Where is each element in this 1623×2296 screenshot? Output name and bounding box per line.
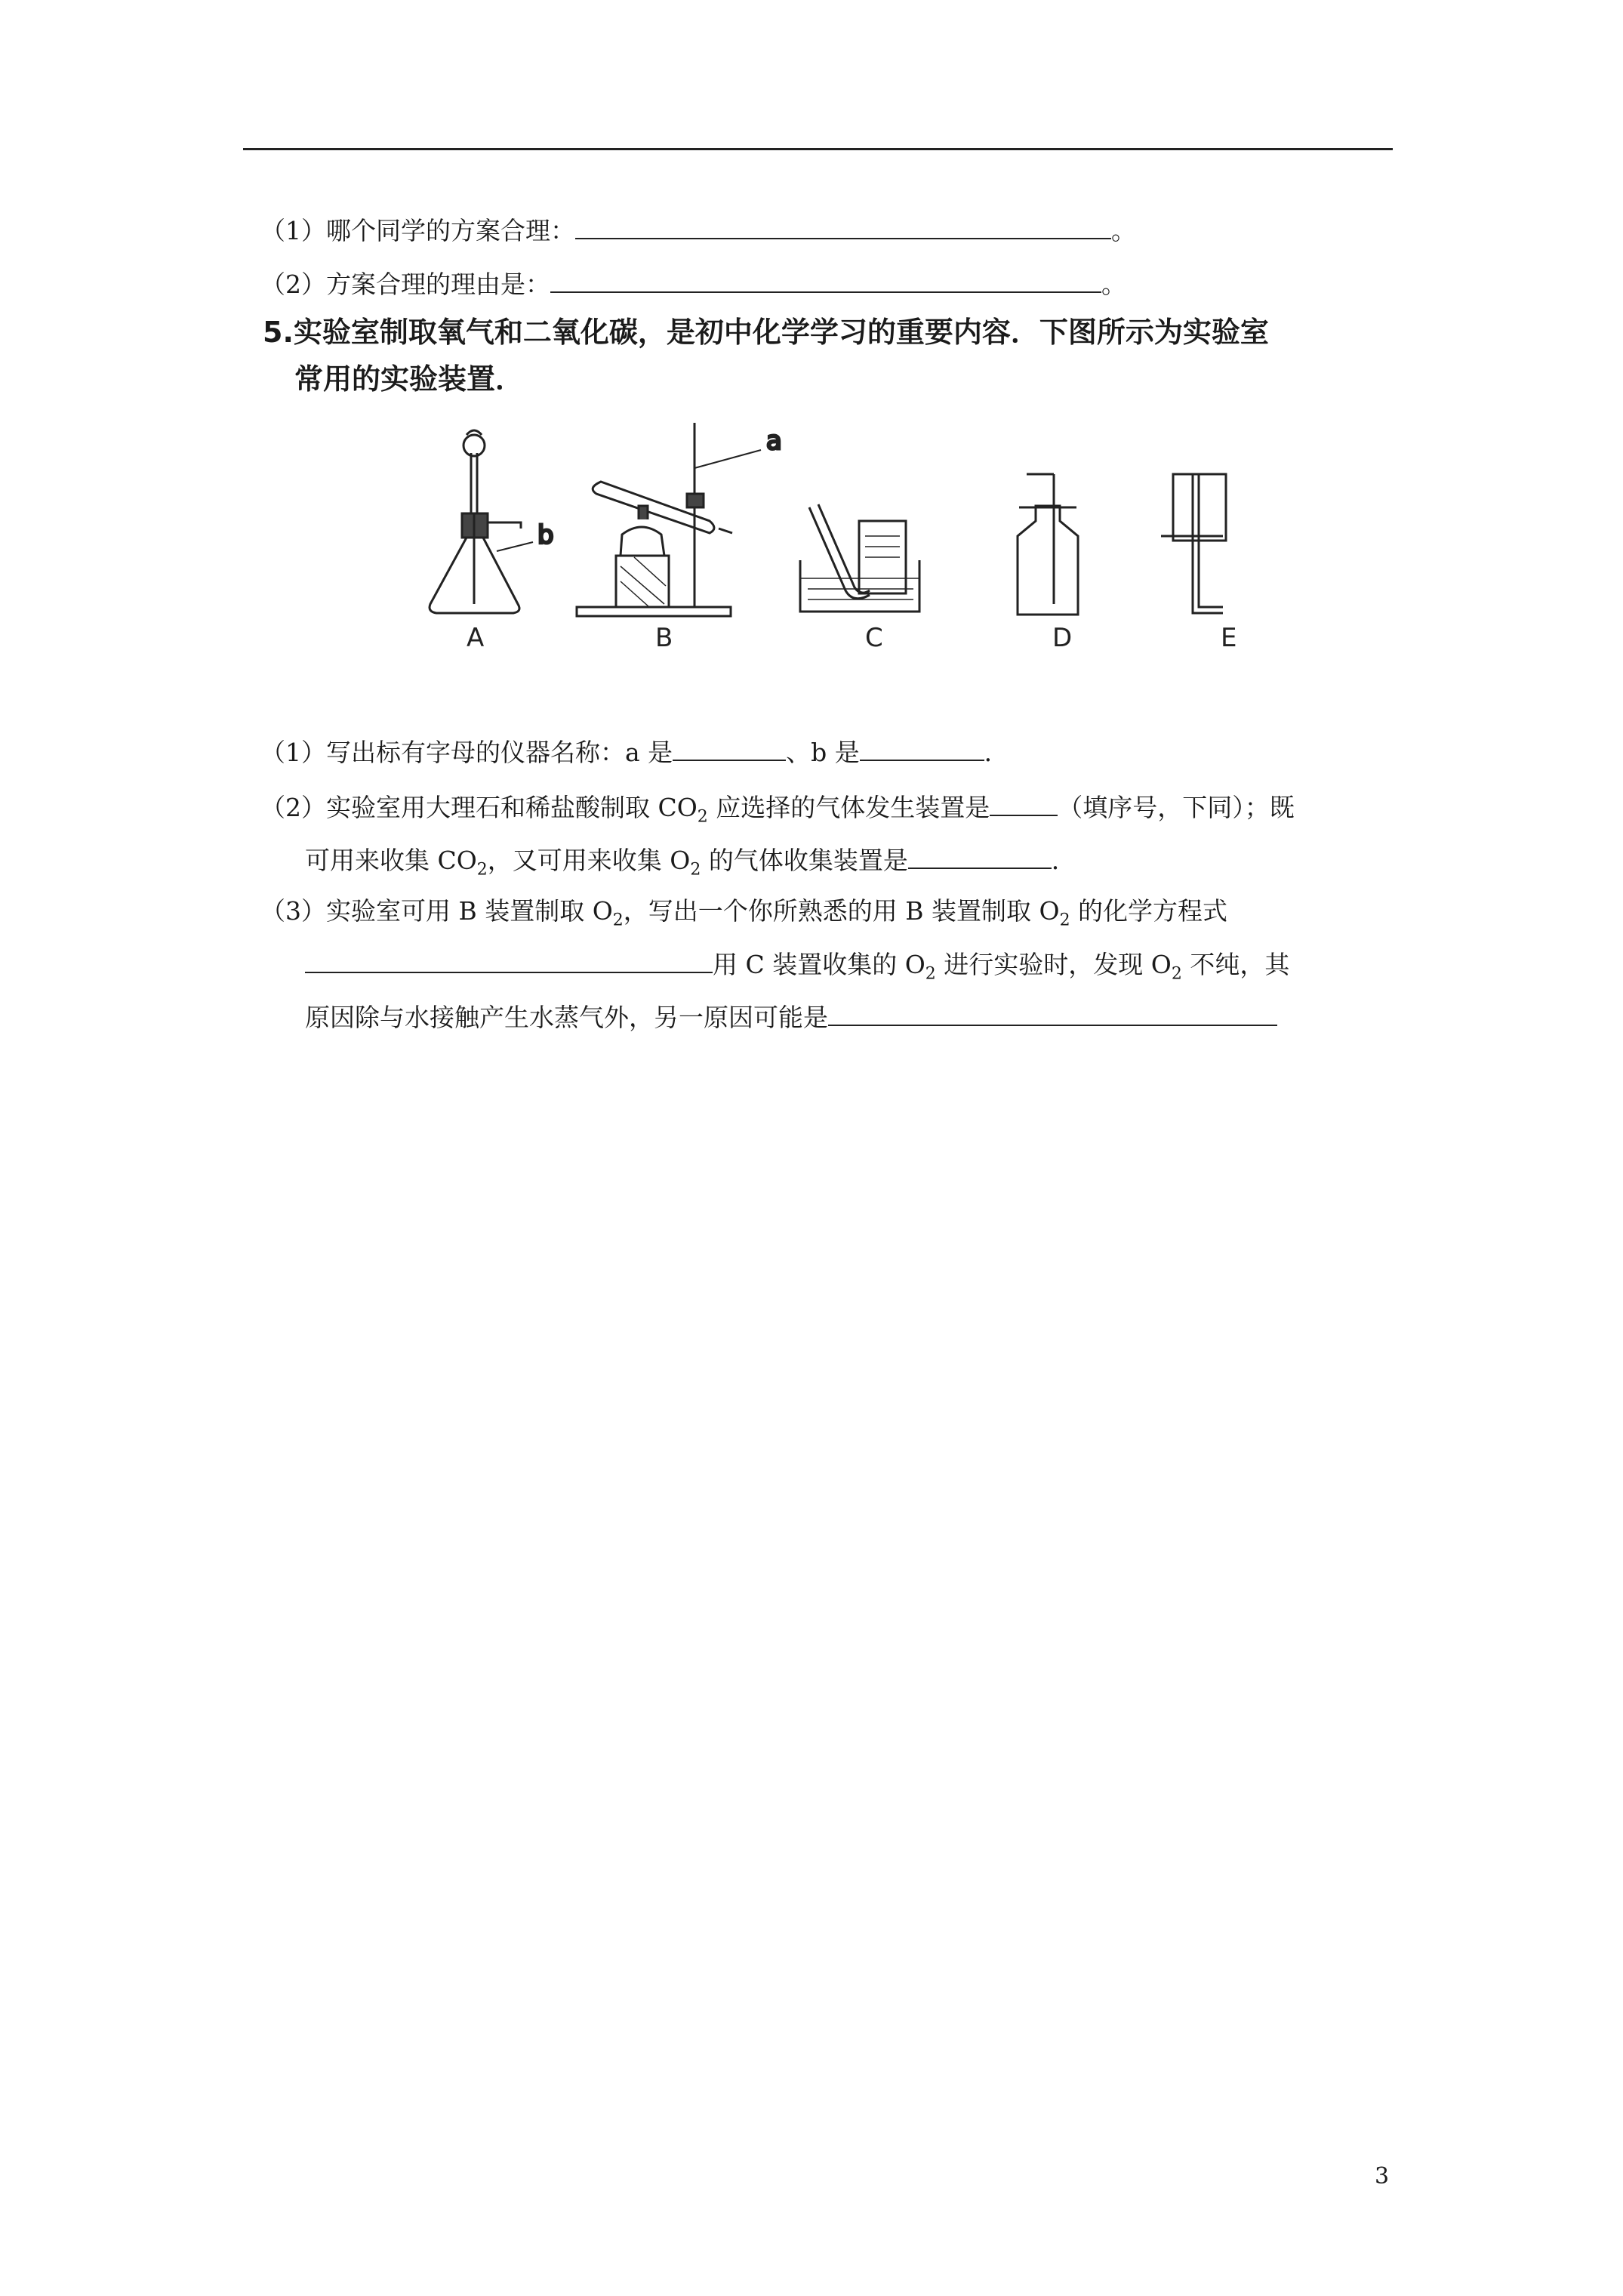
apparatus-label-d: D	[1052, 623, 1073, 649]
apparatus-figure	[423, 423, 1261, 649]
answer-blank[interactable]	[550, 269, 1101, 293]
header-rule	[243, 148, 1393, 150]
apparatus-label-b: B	[655, 623, 673, 649]
apparatus-d-gas-bottle	[1018, 474, 1078, 615]
q5-item-3-line-2: 用 C 装置收集的 $O_2$ 进行实验时，发现 $O_2$ 不纯，其	[305, 948, 1289, 991]
page-number: 3	[1375, 2163, 1390, 2190]
answer-blank[interactable]	[673, 737, 786, 761]
q4-item-1: （1）哪个同学的方案合理： 。	[260, 216, 1136, 245]
apparatus-label-c: C	[865, 623, 883, 649]
apparatus-b-heating-setup	[577, 423, 761, 616]
answer-blank[interactable]	[828, 1002, 1277, 1026]
q5-title-line-2: 常用的实验装置．	[294, 362, 525, 396]
q5-item-2-line-2: 可用来收集 $CO_2$，又可用来收集 $O_2$ 的气体收集装置是 ．	[305, 846, 1076, 880]
apparatus-label-e: E	[1221, 623, 1237, 649]
apparatus-e-inverted-bottle	[1161, 474, 1226, 613]
apparatus-label-a: A	[467, 623, 485, 649]
answer-blank[interactable]	[575, 215, 1111, 239]
answer-blank[interactable]	[860, 737, 984, 761]
q5-item-2: （2）实验室用大理石和稀盐酸制取 $CO_2$ 应选择的气体发生装置是 （填序号，下同）；既	[260, 793, 1295, 827]
apparatus-diagram	[423, 423, 1261, 649]
apparatus-c-water-trough	[800, 504, 919, 612]
answer-blank[interactable]	[305, 949, 713, 973]
answer-blank[interactable]	[908, 845, 1052, 869]
q5-title-line-1: 5.实验室制取氧气和二氧化碳，是初中化学学习的重要内容．下图所示为实验室	[263, 316, 1269, 349]
answer-blank[interactable]	[990, 792, 1058, 816]
apparatus-a-conical-flask	[430, 430, 533, 613]
q5-item-1: （1）写出标有字母的仪器名称：a 是 、b 是 ．	[260, 738, 1009, 767]
pointer-label-b: b	[537, 520, 554, 550]
pointer-label-a: a	[766, 426, 782, 456]
q4-item-2: （2）方案合理的理由是： 。	[260, 270, 1126, 299]
q5-item-3: （3）实验室可用 B 装置制取 $O_2$，写出一个你所熟悉的用 B 装置制取 $O_2$ 的化学方程式	[260, 896, 1228, 930]
q5-item-3-line-3: 原因除与水接触产生水蒸气外，另一原因可能是	[305, 1001, 1277, 1034]
